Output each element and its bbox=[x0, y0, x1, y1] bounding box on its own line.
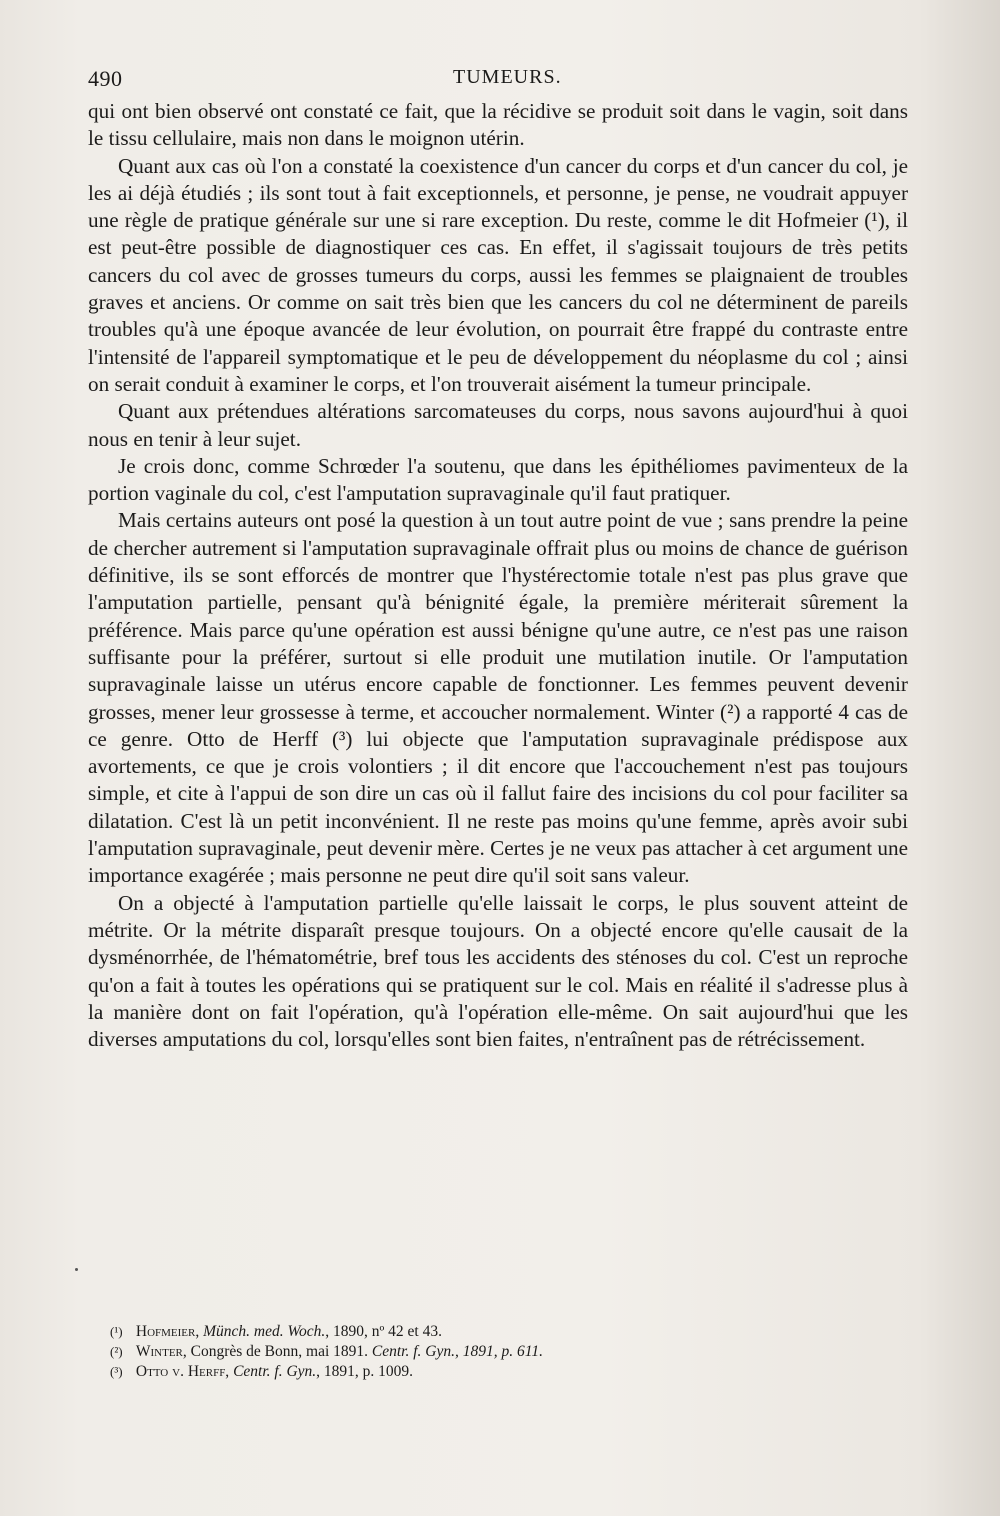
footnote-source: Centr. f. Gyn. bbox=[233, 1363, 317, 1380]
footnote-mark: (³) bbox=[110, 1364, 123, 1379]
footnote-1 bbox=[110, 1322, 870, 1342]
page-number: 490 bbox=[88, 66, 123, 91]
footnote-3 bbox=[110, 1362, 870, 1382]
footnote-mark: (²) bbox=[110, 1344, 123, 1359]
print-speck bbox=[75, 1268, 78, 1271]
footnote-details: Centr. f. Gyn., 1891, p. 611. bbox=[371, 1343, 543, 1360]
footnote-details: , 1891, p. 1009. bbox=[316, 1363, 414, 1380]
footnote-author: Hofmeier, bbox=[135, 1323, 200, 1340]
paragraph-sarcomateuses: Quant aux prétendues altérations sarcomateuses du corps, nous savons aujourd'hui à quoi nous en tenir à leur sujet. bbox=[88, 399, 908, 451]
footnote-details: , 1890, nº 42 et 43. bbox=[325, 1323, 442, 1340]
footnote-mark: (¹) bbox=[110, 1324, 123, 1339]
running-title: TUMEURS. bbox=[453, 66, 562, 88]
paragraph-coexistence: Quant aux cas où l'on a constaté la coexistence d'un cancer du corps et d'un cancer du col, je les ai déjà étudiés ; ils sont tout à fait exceptionnels, et personne, je pense, ne voudrait appuyer une règle de pratique générale sur une si rare exception. Du reste, comme le dit Hofmeier (¹), il est peut-être possible de diagnostiquer ces cas. En effet, il s'agissait toujours de très petits cancers du col avec de grosses tumeurs du corps, aussi les femmes se plaignaient de troubles graves et anciens. Or comme on sait très bien que les cancers du col ne déterminent de pareils troubles qu'à une époque avancée de leur évolution, on pourrait être frappé du contraste entre l'intensité de l'appareil symptomatique et le peu de développement du néoplasme du col ; ainsi on serait conduit à examiner le corps, et l'on trouverait aisément la tumeur principale. bbox=[88, 153, 908, 396]
footnote-2 bbox=[110, 1342, 870, 1362]
footnotes bbox=[110, 1322, 870, 1382]
body-text bbox=[88, 98, 908, 1053]
paragraph-schroeder: Je crois donc, comme Schrœder l'a soutenu, que dans les épithéliomes pavimenteux de la portion vaginale du col, c'est l'amputation supravaginale qu'il faut pratiquer. bbox=[88, 453, 908, 506]
paragraph-hysterectomie: Mais certains auteurs ont posé la question à un tout autre point de vue ; sans prendre la peine de chercher autrement si l'amputation supravaginale offrait plus ou moins de chance de guérison définitive, ils se sont efforcés de montrer que l'hystérectomie totale n'est pas plus grave que l'amputation partielle, pensant qu'à bénignité égale, la première mériterait sûrement la préférence. Mais parce qu'une opération est aussi bénigne qu'une autre, ce n'est pas une raison suffisante pour la préférer, surtout si elle produit une mutilation inutile. Or l'amputation supravaginale laisse un utérus encore capable de fonctionner. Les femmes peuvent devenir grosses, mener leur grossesse à terme, et accoucher normalement. Winter (²) a rapporté 4 cas de ce genre. Otto de Herff (³) lui objecte que l'amputation supravaginale prédispose aux avortements, ce que je crois volontiers ; il dit encore que l'accouchement n'est pas toujours simple, et cite à l'appui de son dire un cas où il fallut faire des incisions du col pour faciliter sa dilatation. C'est là un petit inconvénient. Il ne reste pas moins qu'une femme, après avoir subi l'amputation supravaginale, peut devenir mère. Certes je ne veux pas attacher à cet argument une importance exagérée ; mais personne ne peut dire qu'il soit sans valeur. bbox=[88, 508, 908, 888]
footnote-source: Münch. med. Woch. bbox=[203, 1323, 326, 1340]
footnote-author: Winter, bbox=[135, 1343, 187, 1360]
paragraph-metrite: On a objecté à l'amputation partielle qu'elle laissait le corps, le plus souvent atteint de métrite. Or la métrite disparaît presque toujours. On a objecté encore qu'elle causait de la dysménorrhée, de l'hématométrie, bref tous les accidents des sténoses du col. C'est un reproche qu'on a fait à toutes les opérations qui se pratiquent sur le col. Mais en réalité il s'adresse plus à la manière dont on fait l'opération, qu'à l'opération elle-même. On sait aujourd'hui que les diverses amputations du col, lorsqu'elles sont bien faites, n'entraînent pas de rétrécissement. bbox=[88, 890, 908, 1052]
paragraph-continued: qui ont bien observé ont constaté ce fait, que la récidive se produit soit dans le vagin, soit dans le tissu cellulaire, mais non dans le moignon utérin. bbox=[88, 99, 908, 151]
footnote-source: Congrès de Bonn, mai 1891. bbox=[190, 1343, 372, 1360]
footnote-author: Otto v. Herff, bbox=[135, 1363, 230, 1380]
running-head bbox=[88, 66, 908, 96]
